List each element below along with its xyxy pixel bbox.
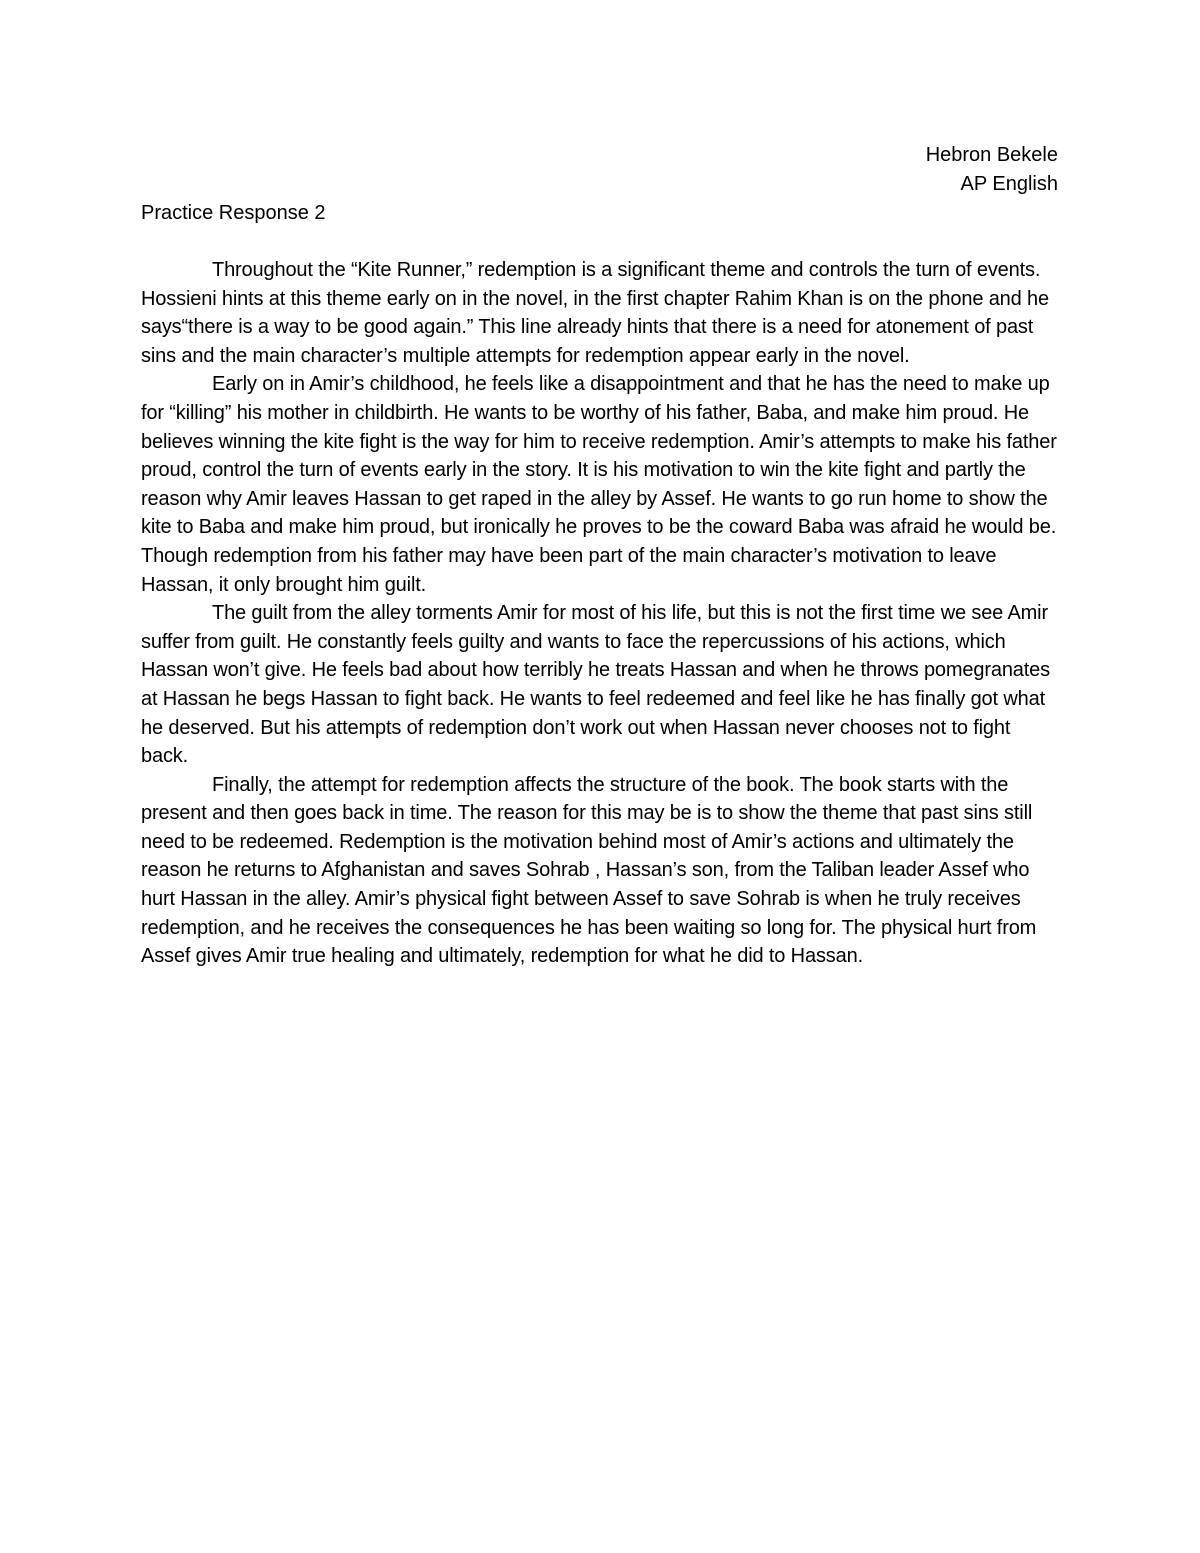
course-name: AP English [960,173,1058,195]
paragraph-2: Early on in Amir’s childhood, he feels like a disappointment and that he has the need to make up for “killing” his mother in childbirth. He wants to be worthy of his father, Baba, and make him proud. He believes winning the kite fight is the way for him to receive redemption. Amir’s attempts to make his father proud, control the turn of events early in the story. It is his motivation to win the kite fight and partly the reason why Amir leaves Hassan to get raped in the alley by Assef. He wants to go run home to show the kite to Baba and make him proud, but ironically he proves to be the coward Baba was afraid he would be. Though redemption from his father may have been part of the main character’s motivation to leave Hassan, it only brought him guilt. [141,373,1057,596]
paragraph-4: Finally, the attempt for redemption affects the structure of the book. The book starts with the present and then goes back in time. The reason for this may be is to show the theme that past sins still need to be redeemed. Redemption is the motivation behind most of Amir’s actions and ultimately the reason he returns to Afghanistan and saves Sohrab , Hassan’s son, from the Taliban leader Assef who hurt Hassan in the alley. Amir’s physical fight between Assef to save Sohrab is when he truly receives redemption, and he receives the consequences he has been waiting so long for. The physical hurt from Assef gives Amir true healing and ultimately, redemption for what he did to Hassan. [141,773,1037,968]
paragraph-3: The guilt from the alley torments Amir for most of his life, but this is not the first time we see Amir suffer from guilt. He constantly feels guilty and wants to face the repercussions of his actions, which Hassan won’t give. He feels bad about how terribly he treats Hassan and when he throws pomegranates at Hassan he begs Hassan to fight back. He wants to feel redeemed and feel like he has finally got what he deserved. But his attempts of redemption don’t work out when Hassan never chooses not to fight back. [141,602,1051,768]
paragraph-1: Throughout the “Kite Runner,” redemption is a significant theme and controls the turn of events. Hossieni hints at this theme early on in the novel, in the first chapter Rahim Khan is on the phone and he says“there is a way to be good again.” This line already hints that there is a need for atonement of past sins and the main character’s multiple attempts for redemption appear early in the novel. [141,259,1049,367]
document-title: Practice Response 2 [141,202,326,224]
essay-body [141,256,1059,971]
author-name: Hebron Bekele [925,144,1058,166]
author-header [926,141,1058,199]
